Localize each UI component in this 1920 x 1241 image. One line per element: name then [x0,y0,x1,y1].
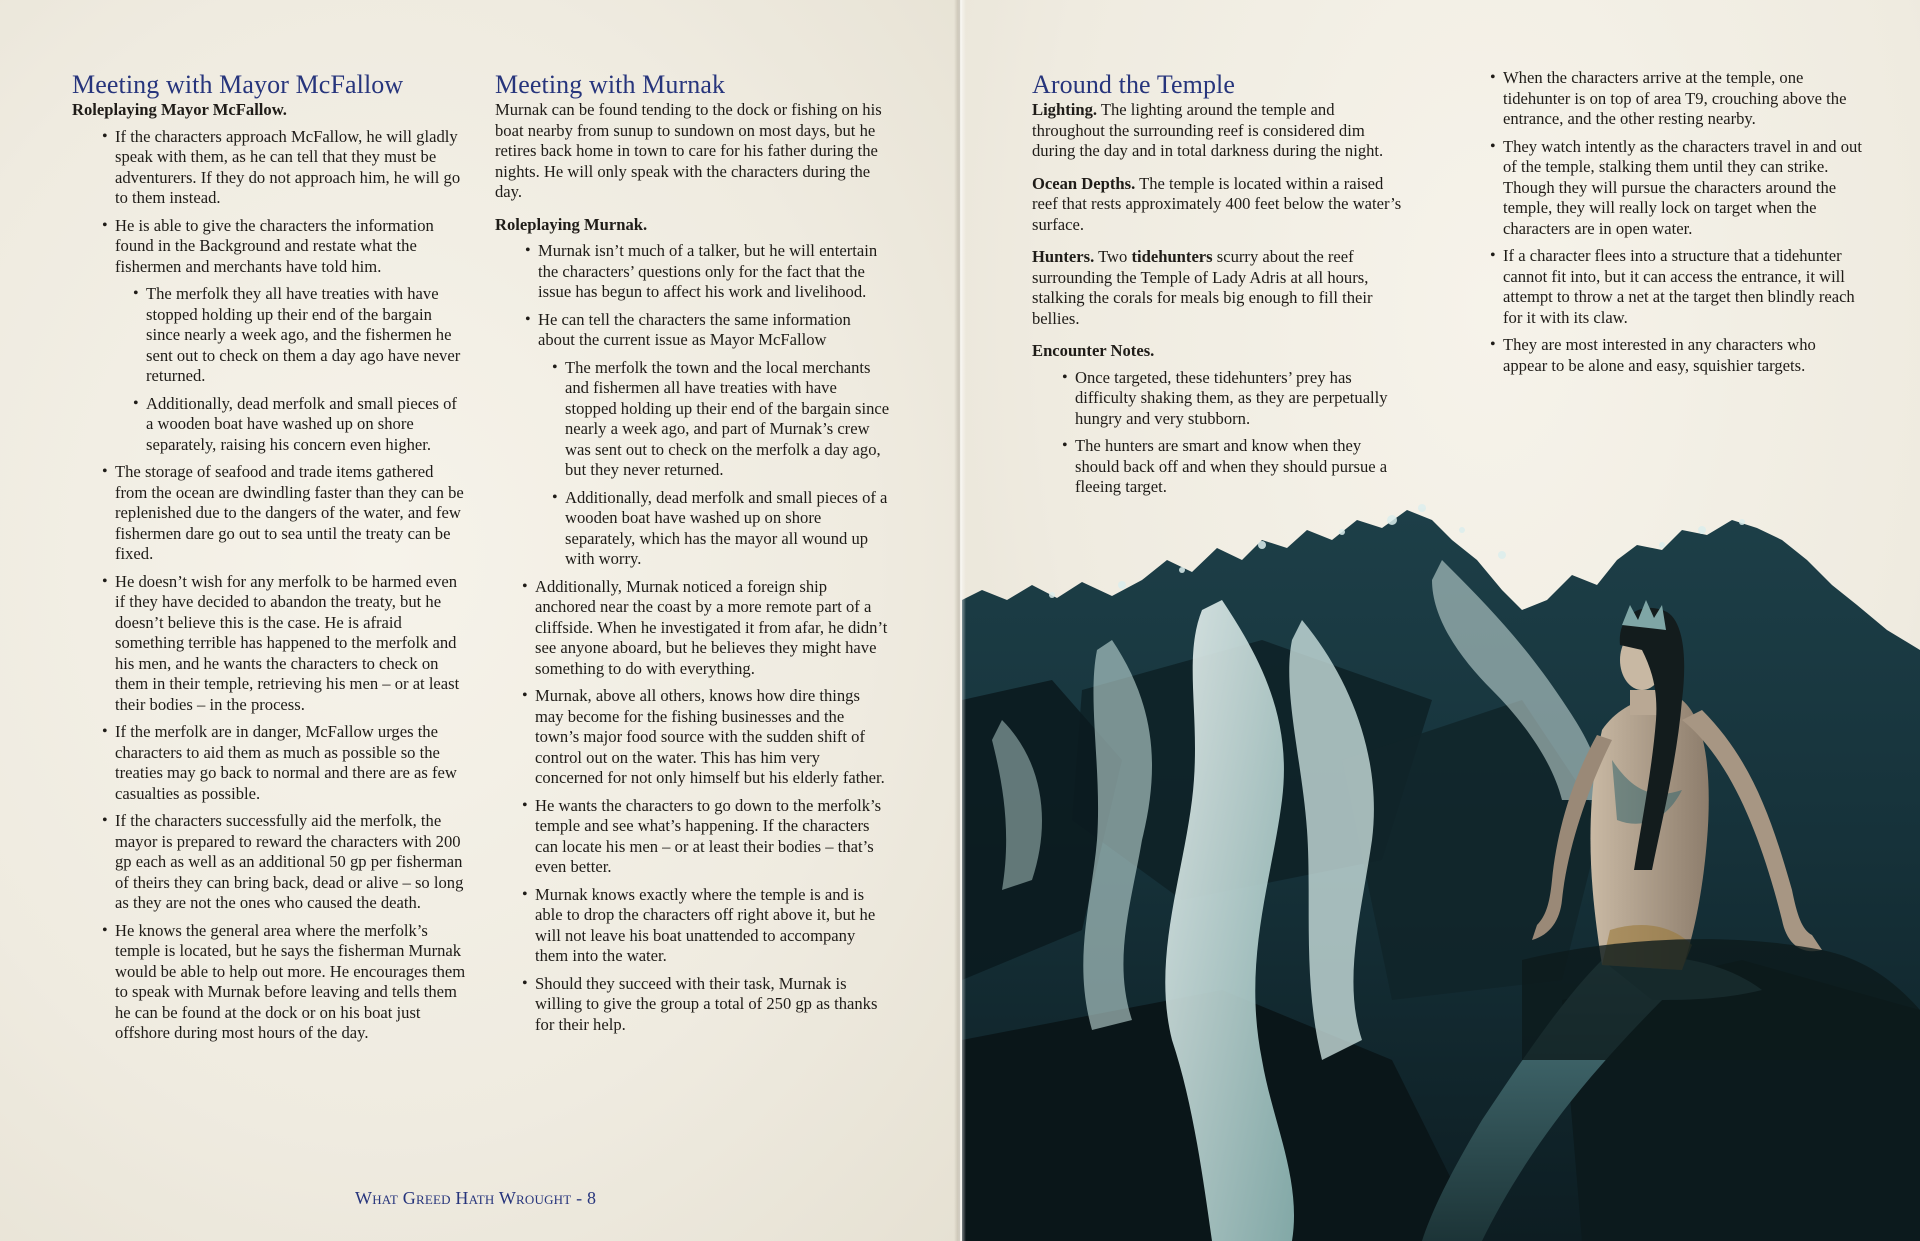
heading-meeting-mayor: Meeting with Mayor McFallow [72,70,404,99]
left-page [0,0,958,1241]
paragraph-lighting: Lighting. The lighting around the temple and throughout the surrounding reef is considered dim during the day and in total darkness during the night. [1032,100,1384,160]
list-item: • They are most interested in any characters who appear to be alone and easy, squishier targets. [1490,335,1816,375]
list-item: • Additionally, Murnak noticed a foreign ship anchored near the coast by a more remote part of a cliffside. When he investigated it from afar, he didn’t see anyone aboard, but he believes they might have something to do with everything. [522,576,888,678]
murnak-bullet-list [525,241,891,570]
murnak-bullet-list-continued [522,577,891,1036]
list-item: • Murnak knows exactly where the temple is and is able to drop the characters off right above it, but he will not leave his boat unattended to accompany them into the water. [522,884,876,965]
murnak-sub-bullet-list [552,358,891,570]
mayor-bullet-list [102,127,468,1044]
paragraph-ocean-depths: Ocean Depths. The temple is located within a raised reef that rests approximately 400 feet below the water’s surface. [1032,173,1402,234]
column-mayor [72,70,468,1051]
list-item: • He wants the characters to go down to the merfolk’s temple and see what’s happening. If the characters can locate his men – or at least their bodies – that’s even better. [522,795,882,876]
subheading-roleplaying-murnak: Roleplaying Murnak. [495,214,648,234]
list-item: • The merfolk the town and the local merchants and fishermen all have treaties with have stopped holding up their end of the bargain since nearly a week ago, and part of Murnak’s crew was sent out to check on the merfolk a day ago, but they never returned. [552,357,890,479]
column-around-temple [1032,70,1402,505]
list-item: • Murnak isn’t much of a talker, but he will entertain the characters’ questions only for the fact that the issue has begun to affect his work and livelihood. [525,241,878,301]
subheading-encounter-notes: Encounter Notes. [1032,341,1155,360]
list-item: • Additionally, dead merfolk and small pieces of a wooden boat have washed up on shore separately, raising his concern even higher. [133,393,457,454]
page-footer: What Greed Hath Wrought - 8 [355,1188,597,1208]
mayor-sub-bullet-list [133,284,468,455]
list-item: • If the merfolk are in danger, McFallow urges the characters to aid them as much as possible so the treaties may go back to normal and there are as few casualties as possible. [102,722,457,803]
right-page [962,0,1920,1241]
list-item: • He doesn’t wish for any merfolk to be harmed even if they have decided to abandon the treaty, but he doesn’t believe this is the case. He is afraid something terrible has happened to the merfolk and his men, and he wants the characters to check on them in their temple, retrieving his men – or at least their bodies – in the process. [102,571,460,714]
encounter-notes-list [1062,368,1402,498]
list-item: • He knows the general area where the merfolk’s temple is located, but he says the fisherman Murnak would be able to help out more. He encourages them to speak with Murnak before leaving and tells them he can be found at the dock or on his boat just offshore during most hours of the day. [102,920,466,1042]
list-item: • He can tell the characters the same information about the current issue as Mayor McFallow • The merfolk the town and the local merchants and fishermen all have treaties with have stopped holding up their end of the bargain since nearly a week ago, and part of Murnak’s crew was sent out to check on the merfolk a day ago, but they never returned. • Additionally, dead merfolk and small pieces of a wooden boat have washed up on shore separately, which has the mayor all wound up with worry. [525,309,890,568]
list-item: • Additionally, dead merfolk and small pieces of a wooden boat have washed up on shore separately, which has the mayor all wound up with worry. [552,487,888,568]
paragraph-hunters: Hunters. Two tidehunters scurry about the reef surrounding the Temple of Lady Adris at all hours, stalking the corals for meals big enough to fill their bellies. [1032,247,1373,328]
tidehunter-notes-list [1490,68,1862,376]
heading-meeting-murnak: Meeting with Murnak [495,70,726,99]
list-item: • The hunters are smart and know when they should back off and when they should pursue a fleeing target. [1062,436,1388,496]
list-item: • Once targeted, these tidehunters’ prey has difficulty shaking them, as they are perpetually hungry and very stubborn. [1062,367,1388,428]
list-item: • Should they succeed with their task, Murnak is willing to give the group a total of 250 gp as thanks for their help. [522,973,878,1034]
column-murnak [495,70,891,1042]
list-item: • They watch intently as the characters travel in and out of the temple, stalking them until they can strike. Though they will pursue the characters around the temple, they will really lock on target when the characters are in open water. [1490,136,1862,238]
list-item: • Murnak, above all others, knows how dire things may become for the fishing businesses and the town’s major food source with the sudden shift of control out on the water. This has him very concerned for not only himself but his elderly father. [522,686,885,787]
list-item: • The merfolk they all have treaties with have stopped holding up their end of the bargain since nearly a week ago, and the fishermen he sent out to check on them a day ago have never returned. [133,284,461,385]
heading-around-temple: Around the Temple [1032,70,1236,99]
column-tidehunter-notes [1490,68,1862,383]
book-gutter [954,0,966,1241]
list-item: • If the characters successfully aid the merfolk, the mayor is prepared to reward the characters with 200 gp each as well as an additional 50 gp per fisherman of theirs they can bring back, dead or alive – so long as they are not the ones who caused the death. [102,811,464,912]
list-item: • When the characters arrive at the temple, one tidehunter is on top of area T9, crouching above the entrance, and the other resting nearby. [1490,68,1847,128]
list-item: • He is able to give the characters the information found in the Background and restate what the fishermen and merchants have told him. • The merfolk they all have treaties with have stopped holding up their end of the bargain since nearly a week ago, and the fishermen he sent out to check on them a day ago have never returned. • Additionally, dead merfolk and small pieces of a wooden boat have washed up on shore separately, raising his concern even higher. [102,216,468,456]
list-item: • If the characters approach McFallow, he will gladly speak with them, as he can tell that they must be adventurers. If they do not approach him, he will go to them instead. [102,126,461,207]
list-item: • The storage of seafood and trade items gathered from the ocean are dwindling faster than they can be replenished due to the dangers of the water, and few fishermen dare go out to sea until the treaty can be fixed. [102,462,464,563]
murnak-intro: Murnak can be found tending to the dock or fishing on his boat nearby from sunup to sundown on most days, but he retires back home in town to care for his father during the nights. He will only speak with the characters during the day. [495,100,882,201]
list-item: • If a character flees into a structure that a tidehunter cannot fit into, but it can access the entrance, it will attempt to throw a net at the target then blindly reach for it with its claw. [1490,246,1855,327]
subheading-roleplaying-mayor: Roleplaying Mayor McFallow. [72,100,287,119]
